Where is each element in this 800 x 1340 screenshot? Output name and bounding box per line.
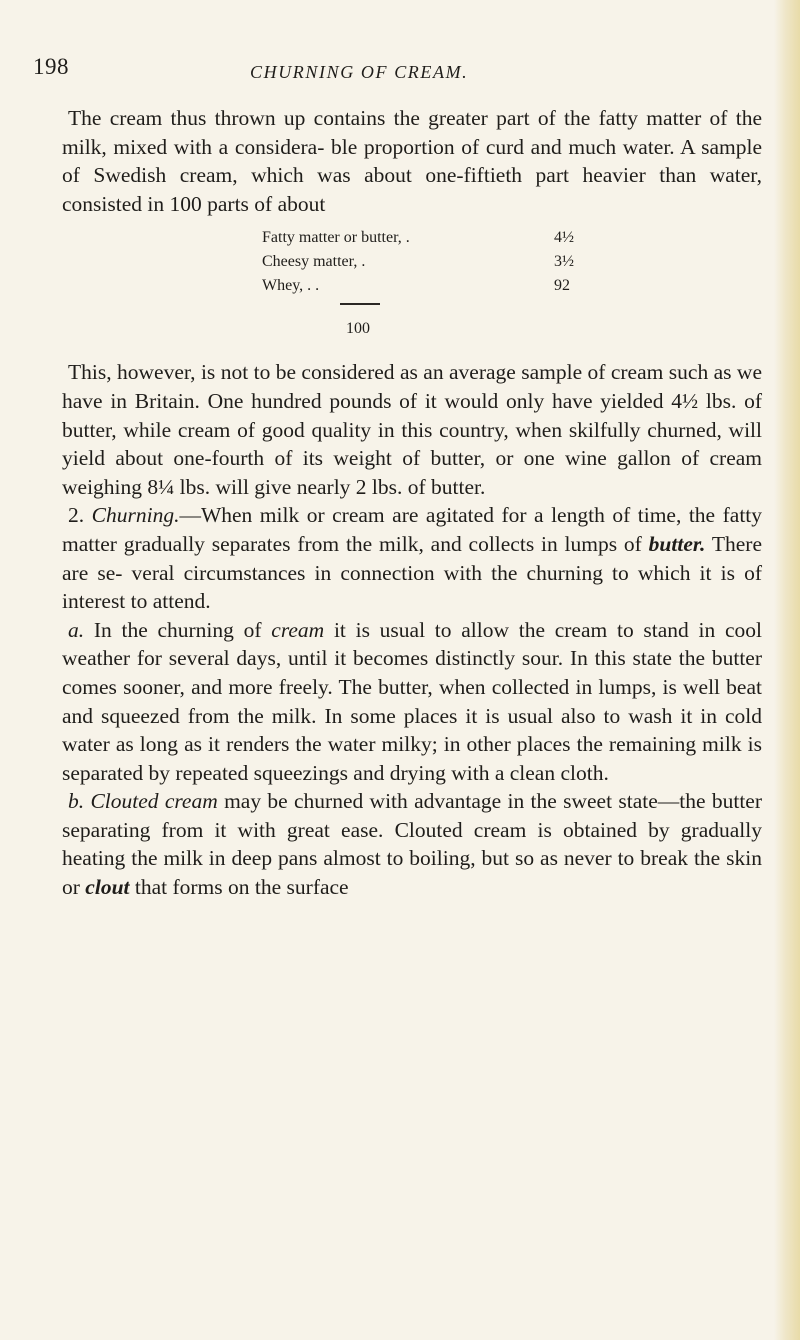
section-heading: Churning. bbox=[91, 503, 180, 528]
total-rule bbox=[340, 303, 380, 305]
paragraph-average-sample: This, however, is not to be considered as an average sample of cream such as we have in Britain. One hundred pounds of it would only have yielded 4½ lbs. of butter, while cream of good quality in this country, when skilfully churned, will yield about one-fourth of its weight of butter, or one wine gallon of cream weighing 8¼ lbs. will give nearly 2 lbs. of butter. bbox=[62, 360, 762, 499]
paragraph-text: that forms on the surface bbox=[129, 875, 349, 900]
table-row-value: 92 bbox=[554, 277, 570, 295]
paragraph-text: —When milk or cream are agitated for a length of time, the fatty matter gradually separates from the milk, and collects in lumps of bbox=[62, 503, 763, 556]
page-edge bbox=[774, 0, 800, 1340]
table-row-label: Fatty matter or butter, . bbox=[262, 229, 410, 247]
subsection-heading: Clouted cream bbox=[90, 789, 218, 814]
subsection-label: a. bbox=[68, 617, 85, 642]
table-row-value: 3½ bbox=[554, 253, 574, 271]
emphasis-term: clout bbox=[85, 875, 130, 900]
table-row-label: Whey, . . bbox=[262, 277, 320, 295]
page-header bbox=[0, 54, 800, 84]
table-row-label: Cheesy matter, . bbox=[262, 253, 366, 271]
paragraph-cream-composition: The cream thus thrown up contains the greater part of the fatty matter of the milk, mixed with a considera- ble proportion of curd and much water. A sample of Swedish cream, which was about one-fiftieth part heavier than water, consisted in 100 parts of about bbox=[62, 106, 762, 216]
page-number: 198 bbox=[33, 54, 69, 79]
running-head: CHURNING OF CREAM. bbox=[250, 62, 469, 82]
paragraph-clouted-cream bbox=[62, 787, 762, 901]
body-text bbox=[62, 104, 762, 902]
emphasis-term: cream bbox=[271, 617, 325, 642]
emphasis-term: butter. bbox=[648, 531, 706, 556]
paragraph-cream-churning bbox=[62, 616, 762, 788]
section-number: 2. bbox=[68, 503, 85, 528]
table-total: 100 bbox=[346, 320, 370, 338]
composition-table bbox=[62, 218, 762, 358]
paragraph-text: may be churned with advantage in the sweet state—the butter separating from it with great ease. Clouted cream is obtained by gradually heating the milk in deep pans almost to boiling, but so as never to break the skin or bbox=[62, 789, 763, 900]
paragraph-text: In the churning of bbox=[84, 617, 272, 642]
paragraph-churning bbox=[62, 501, 762, 615]
paragraph-text: There are se- veral circumstances in connection with the churning to which it is of interest to attend. bbox=[62, 531, 762, 614]
subsection-label: b. bbox=[68, 789, 85, 814]
table-row-value: 4½ bbox=[554, 229, 574, 247]
paragraph-text: it is usual to allow the cream to stand in cool weather for several days, until it becomes distinctly sour. In this state the butter comes sooner, and more freely. The butter, when collected in lumps, is well beat and squeezed from the milk. In some places it is usual also to wash it in cold water as long as it renders the water milky; in other places the remaining milk is separated by repeated squeezings and drying with a clean cloth. bbox=[62, 617, 762, 785]
